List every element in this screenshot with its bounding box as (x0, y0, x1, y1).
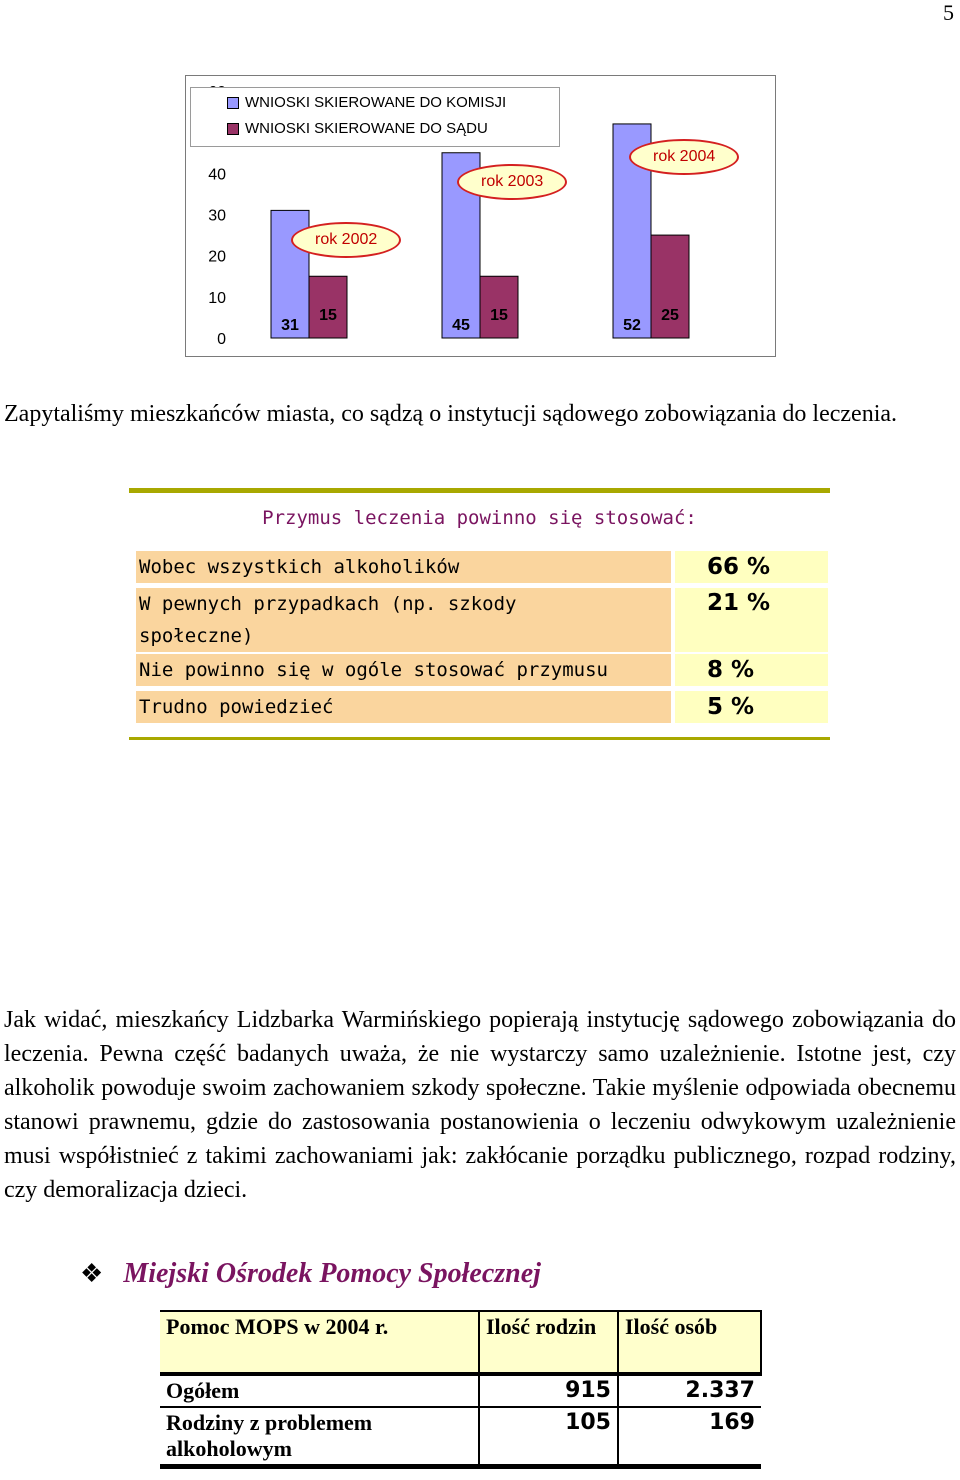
mops-table (160, 1310, 762, 1469)
bar-data-label: 31 (281, 317, 299, 334)
survey-row (136, 691, 828, 723)
section-title: Miejski Ośrodek Pomocy Społecznej (123, 1258, 541, 1289)
legend-swatch-court (227, 123, 239, 135)
analysis-paragraph: Jak widać, mieszkańcy Lidzbarka Warmińskiego popierają instytucję sądowego zobowiązania do leczenia. Pewna część badanych uważa, że nie wystarczy samo uzależnienie. Istotne jest, czy alkoholik powoduje swoim zachowaniem szkody społeczne. Takie myślenie odpowiada obecnemu stanowi prawnemu, gdzie do zastosowania postanowienia o leczeniu odwykowym uzależnienie musi współistnieć z takimi zachowaniami jak: zakłócanie porządku publicznego, rozpad rodziny, czy demoralizacja dzieci. (4, 1007, 956, 1203)
table-row (160, 1407, 761, 1467)
mops-row-families: 915 (479, 1374, 618, 1407)
mops-header-row (160, 1311, 761, 1374)
chart-legend (190, 87, 560, 147)
bar-data-label: 15 (319, 307, 337, 324)
survey-row-label: Trudno powiedzieć (136, 691, 671, 723)
bar-data-label: 15 (490, 307, 508, 324)
y-tick-label: 30 (208, 207, 226, 225)
mops-header-cell: Ilość osób (618, 1311, 761, 1374)
survey-title: Przymus leczenia powinno się stosować: (262, 507, 697, 529)
bar-data-label: 45 (452, 317, 470, 334)
diamond-bullet-icon: ❖ (80, 1259, 104, 1288)
legend-entry-commission (227, 94, 506, 111)
bar-chart (185, 75, 776, 357)
year-label-2002: rok 2002 (291, 222, 401, 258)
year-label-2004: rok 2004 (629, 139, 739, 175)
survey-row-label: Nie powinno się w ogóle stosować przymusu (136, 654, 671, 686)
year-label-2003: rok 2003 (457, 164, 567, 200)
legend-swatch-commission (227, 97, 239, 109)
y-tick-label: 0 (217, 331, 226, 348)
section-heading (80, 1258, 541, 1290)
table-row (160, 1374, 761, 1407)
survey-row (136, 588, 828, 652)
survey-row (136, 654, 828, 686)
y-tick-label: 10 (208, 289, 226, 307)
mops-row-families: 105 (479, 1407, 618, 1467)
mops-header-cell: Ilość rodzin (479, 1311, 618, 1374)
survey-row-value: 5 % (675, 691, 828, 723)
survey-row-value: 21 % (675, 588, 828, 652)
survey-table (129, 488, 830, 740)
survey-row-label: Wobec wszystkich alkoholików (136, 551, 671, 583)
bar-data-label: 25 (661, 307, 679, 324)
y-tick-label: 40 (208, 166, 226, 184)
mops-row-persons: 2.337 (618, 1374, 761, 1407)
survey-row-label: W pewnych przypadkach (np. szkody społeczne) (136, 588, 671, 652)
mops-header-cell: Pomoc MOPS w 2004 r. (160, 1311, 479, 1374)
mops-row-persons: 169 (618, 1407, 761, 1467)
legend-label-commission: WNIOSKI SKIEROWANE DO KOMISJI (245, 94, 507, 111)
mops-row-label: Ogółem (160, 1374, 479, 1407)
survey-row (136, 551, 828, 583)
mops-row-label: Rodziny z problemem alkoholowym (160, 1407, 479, 1467)
survey-row-value: 8 % (675, 654, 828, 686)
y-tick-label: 20 (208, 248, 226, 266)
bar-data-label: 52 (623, 317, 641, 334)
intro-paragraph: Zapytaliśmy mieszkańców miasta, co sądzą o instytucji sądowego zobowiązania do leczenia. (4, 401, 898, 427)
survey-row-value: 66 % (675, 551, 828, 583)
legend-label-court: WNIOSKI SKIEROWANE DO SĄDU (245, 120, 488, 137)
page-number: 5 (943, 0, 954, 25)
legend-entry-court (227, 120, 488, 137)
